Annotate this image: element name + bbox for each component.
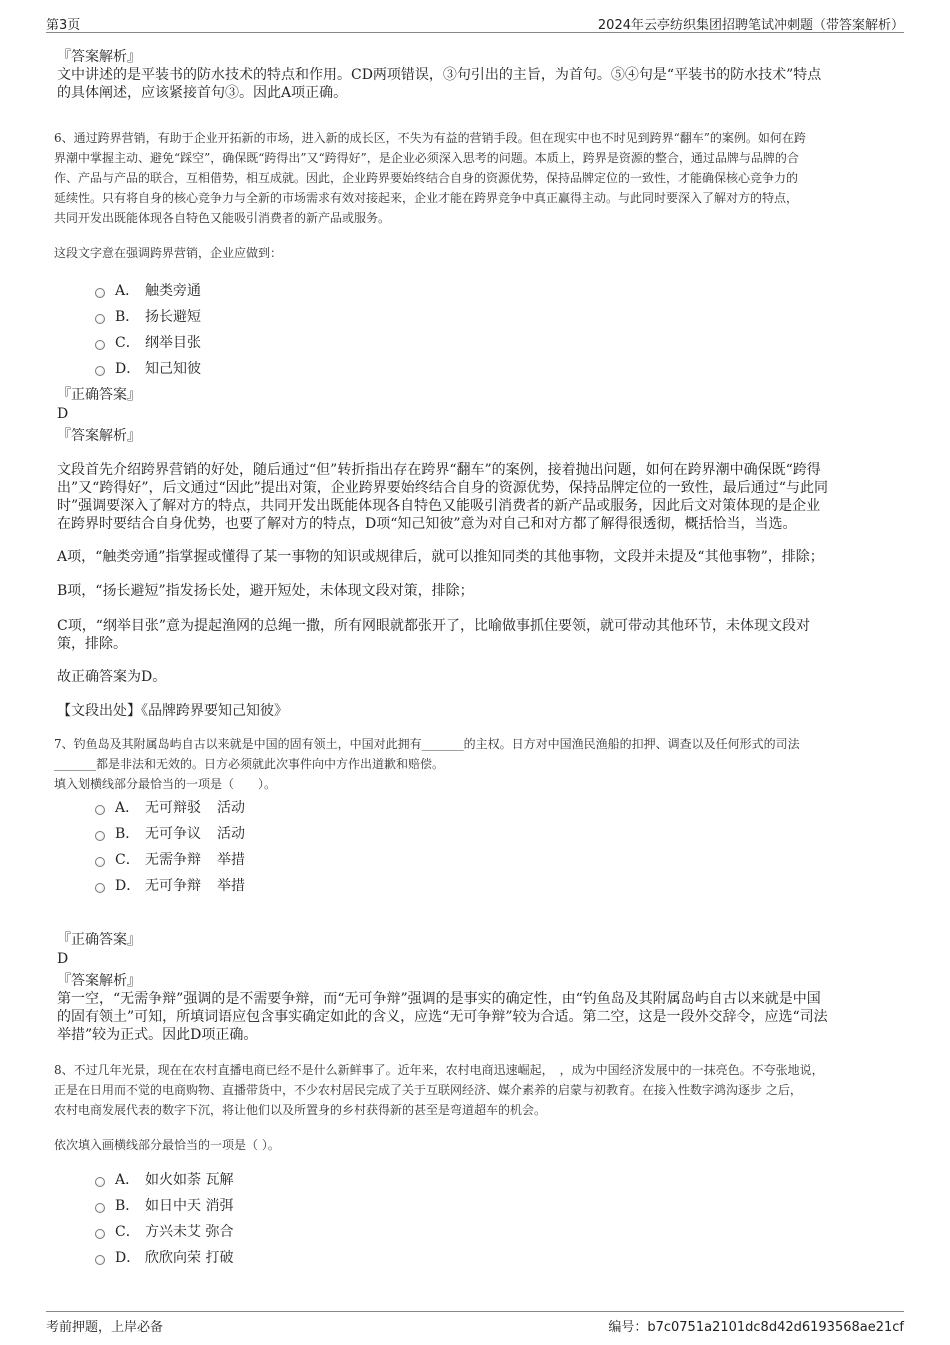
q6-option-a[interactable]: A． 触类旁通 — [95, 278, 201, 304]
q7-analysis-label: 『答案解析』 — [57, 973, 141, 989]
text-line: 延续性。只有将自身的核心竞争力与全新的市场需求有效对接起来，企业才能在跨界竞争中真正赢得主动。与此同时要深入了解对方的特点， — [54, 191, 799, 205]
q6-answer-label: 『正确答案』 — [57, 387, 141, 403]
q6-analysis-b: B项，“扬长避短”指发扬长处，避开短处，未体现文段对策，排除； — [57, 583, 474, 599]
text-line: 8、不过几年光景，现在在农村直播电商已经不是什么新鲜事了。近年来，农村电商迅速崛起， ，成为中国经济发展中的一抹亮色。不夸张地说， — [54, 1063, 824, 1077]
q6-analysis-label: 『答案解析』 — [57, 428, 141, 444]
q7-answer: D — [57, 951, 69, 967]
q7-options — [95, 795, 245, 899]
text-line: 6、通过跨界营销，有助于企业开拓新的市场，进入新的成长区，不失为有益的营销手段。但在现实中也不时见到跨界“翻车”的案例。如何在跨 — [54, 131, 806, 145]
q6-option-b[interactable]: B． 扬长避短 — [95, 304, 201, 330]
q6-answer: D — [57, 406, 69, 422]
q6-prompt: 这段文字意在强调跨界营销，企业应做到： — [54, 246, 283, 260]
q5-analysis-label: 『答案解析』 — [57, 49, 141, 65]
q7-option-a[interactable]: A． 无可辩驳 活动 — [95, 795, 245, 821]
text-line: 举措”较为正式。因此D项正确。 — [57, 1027, 258, 1043]
q6-analysis-main — [57, 461, 897, 533]
q6-option-d[interactable]: D． 知己知彼 — [95, 356, 201, 382]
radio-icon[interactable] — [95, 1177, 105, 1187]
text-line: 时”强调要深入了解对方的特点，共同开发出既能体现各自特色又能吸引消费者的新产品或服务，因此后文对策体现的是企业 — [57, 498, 821, 514]
text-line: 的具体阐述，应该紧接首句③。因此A项正确。 — [57, 85, 348, 101]
document-code — [608, 1316, 904, 1335]
text-line: 策，排除。 — [57, 636, 127, 652]
q6-source: 【文段出处】《品牌跨界要知己知彼》 — [57, 703, 288, 719]
radio-icon[interactable] — [95, 1255, 105, 1265]
radio-icon[interactable] — [95, 805, 105, 815]
text-line: 7、钓鱼岛及其附属岛屿自古以来就是中国的固有领土，中国对此拥有_______的主权。日方对中国渔民渔船的扣押、调查以及任何形式的司法 — [54, 737, 800, 751]
footer-slogan: 考前押题，上岸必备 — [46, 1320, 164, 1335]
q8-stem — [54, 1060, 900, 1120]
text-line: 在跨界时要结合自身优势，也要了解对方的特点，D项“知己知彼”意为对自己和对方都了解得很透彻，概括恰当，当选。 — [57, 516, 797, 532]
radio-icon[interactable] — [95, 831, 105, 841]
q6-analysis-c — [57, 617, 897, 653]
text-line: _______都是非法和无效的。日方必须就此次事件向中方作出道歉和赔偿。 — [54, 757, 445, 771]
text-line: 界潮中掌握主动、避免“踩空”，确保既“跨得出”又“跨得好”，是企业必须深入思考的问题。本质上，跨界是资源的整合，通过品牌与品牌的合 — [54, 151, 799, 165]
q8-option-d[interactable]: D． 欣欣向荣 打破 — [95, 1245, 233, 1271]
q7-analysis — [57, 990, 897, 1044]
q8-prompt: 依次填入画横线部分最恰当的一项是（ ）。 — [54, 1138, 280, 1152]
code-label: 编号： — [608, 1320, 648, 1335]
q6-conclusion: 故正确答案为D。 — [57, 669, 167, 685]
code-value: b7c0751a2101dc8d42d6193568ae21cf — [647, 1320, 904, 1335]
text-line: 作、产品与产品的联合，互相借势，相互成就。因此，企业跨界要始终结合自身的资源优势，保持品牌定位的一致性，才能确保核心竞争力的 — [54, 171, 799, 185]
q7-option-c[interactable]: C． 无需争辩 举措 — [95, 847, 245, 873]
q7-stem — [54, 734, 900, 794]
q7-option-b[interactable]: B． 无可争议 活动 — [95, 821, 245, 847]
text-line: 的固有领土”可知，所填词语应包含事实确定如此的含义，应选“无可争辩”较为合适。第二空，这是一段外交辞令，应选“司法 — [57, 1009, 828, 1025]
radio-icon[interactable] — [95, 857, 105, 867]
radio-icon[interactable] — [95, 340, 105, 350]
radio-icon[interactable] — [95, 366, 105, 376]
q8-option-c[interactable]: C． 方兴未艾 弥合 — [95, 1219, 233, 1245]
q6-stem — [54, 128, 900, 228]
q6-analysis-a: A项，“触类旁通”指掌握或懂得了某一事物的知识或规律后，就可以推知同类的其他事物，文段并未提及“其他事物”，排除； — [57, 549, 824, 565]
q6-option-c[interactable]: C． 纲举目张 — [95, 330, 201, 356]
text-line: 出”又“跨得好”，后文通过“因此”提出对策，企业跨界要始终结合自身的资源优势，保持品牌定位的一致性，最后通过“与此同 — [57, 480, 828, 496]
text-line: 文段首先介绍跨界营销的好处，随后通过“但”转折指出存在跨界“翻车”的案例，接着抛出问题，如何在跨界潮中确保既“跨得 — [57, 462, 821, 478]
text-line: C项，“纲举目张”意为提起渔网的总绳一撒，所有网眼就都张开了，比喻做事抓住要领，就可带动其他环节，未体现文段对 — [57, 618, 811, 634]
page-footer — [46, 1311, 904, 1334]
text-line: 共同开发出既能体现各自特色又能吸引消费者的新产品或服务。 — [54, 211, 391, 225]
radio-icon[interactable] — [95, 314, 105, 324]
text-line: 文中讲述的是平装书的防水技术的特点和作用。CD两项错误，③句引出的主旨，为首句。⑤④句是“平装书的防水技术”特点 — [57, 67, 822, 83]
q8-options — [95, 1167, 233, 1271]
page-header — [46, 12, 904, 33]
q5-analysis — [57, 66, 897, 102]
text-line: 第一空，“无需争辩”强调的是不需要争辩，而“无可争辩”强调的是事实的确定性，由“钓鱼岛及其附属岛屿自古以来就是中国 — [57, 991, 821, 1007]
q8-option-a[interactable]: A． 如火如荼 瓦解 — [95, 1167, 233, 1193]
page-number: 第3页 — [46, 18, 81, 33]
text-line: 正是在日用而不觉的电商购物、直播带货中，不少农村居民完成了关于互联网经济、媒介素养的启蒙与初教育。在接入性数字鸿沟逐步 之后， — [54, 1083, 802, 1097]
q6-options — [95, 278, 201, 382]
document-title: 2024年云亭纺织集团招聘笔试冲刺题（带答案解析） — [597, 18, 904, 33]
radio-icon[interactable] — [95, 288, 105, 298]
radio-icon[interactable] — [95, 1229, 105, 1239]
text-line: 农村电商发展代表的数字下沉，将让他们以及所置身的乡村获得新的甚至是弯道超车的机会。 — [54, 1103, 547, 1117]
prompt-line: 填入划横线部分最恰当的一项是（ ）。 — [54, 777, 277, 791]
q8-option-b[interactable]: B． 如日中天 消弭 — [95, 1193, 233, 1219]
q7-option-d[interactable]: D． 无可争辩 举措 — [95, 873, 245, 899]
radio-icon[interactable] — [95, 1203, 105, 1213]
q7-answer-label: 『正确答案』 — [57, 932, 141, 948]
radio-icon[interactable] — [95, 883, 105, 893]
